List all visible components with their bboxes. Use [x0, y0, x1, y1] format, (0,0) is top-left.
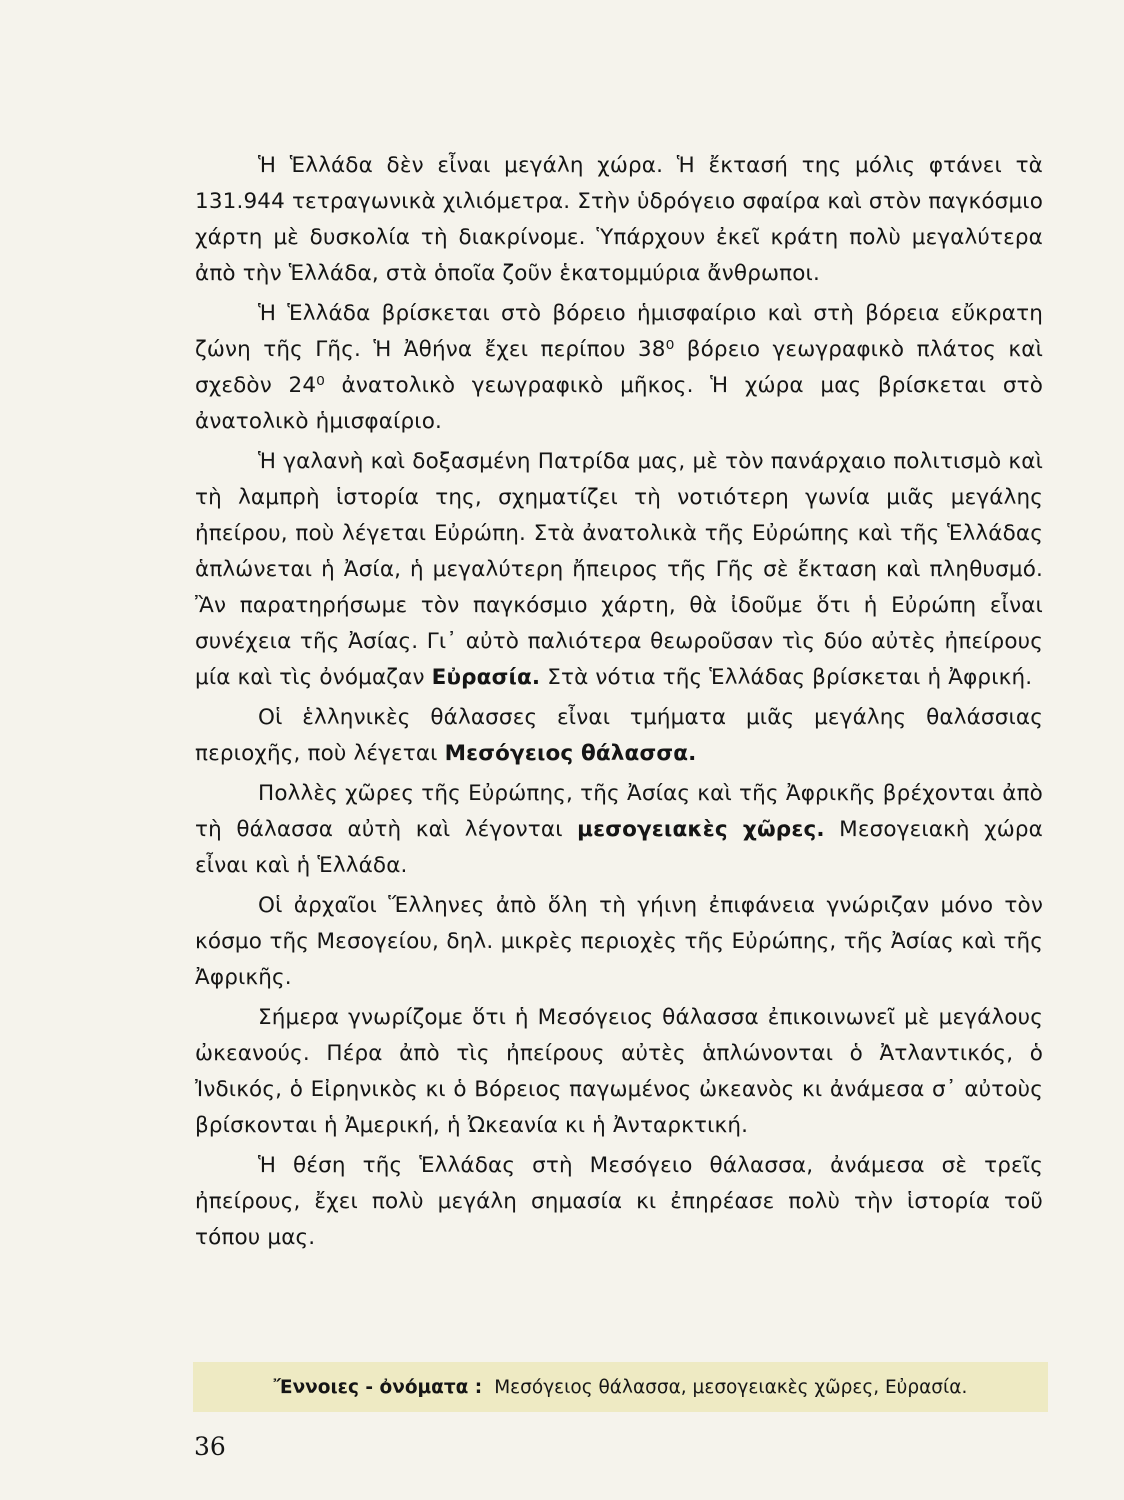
- bold-term: Μεσόγειος θάλασσα.: [444, 741, 697, 766]
- paragraph: [195, 888, 1043, 996]
- text-segment: Σήμερα γνωρίζομε ὅτι ἡ Μεσόγειος θάλασσα ἐπικοινωνεῖ μὲ μεγάλους ὠκεανούς. Πέρα ἀπὸ τὶς ἠπείρους αὐτὲς ἁπλώνονται ὁ Ἀτλαντικός, ὁ Ἰνδικός, ὁ Εἰρηνικὸς κι ὁ Βόρειος παγωμένος ὠκεανὸς κι ἀνάμεσα σ᾿ αὐτοὺς βρίσκονται ἡ Ἀμερική, ἡ Ὠκεανία κι ἡ Ἀνταρκτική.: [195, 1005, 1043, 1138]
- text-segment: Ἡ θέση τῆς Ἑλλάδας στὴ Μεσόγειο θάλασσα, ἀνάμεσα σὲ τρεῖς ἠπείρους, ἔχει πολὺ μεγάλη σημασία κι ἐπηρέασε πολὺ τὴν ἱστορία τοῦ τόπου μας.: [195, 1153, 1043, 1250]
- text-segment: Οἱ ἀρχαῖοι Ἕλληνες ἀπὸ ὅλη τὴ γήινη ἐπιφάνεια γνώριζαν μόνο τὸν κόσμο τῆς Μεσογείου, δηλ. μικρὲς περιοχὲς τῆς Εὐρώπης, τῆς Ἀσίας καὶ τῆς Ἀφρικῆς.: [195, 893, 1043, 990]
- text-segment: Ἡ Ἑλλάδα δὲν εἶναι μεγάλη χώρα. Ἡ ἔκτασή της μόλις φτάνει τὰ 131.944 τετραγωνικὰ χιλιόμετρα. Στὴν ὑδρόγειο σφαίρα καὶ στὸν παγκόσμιο χάρτη μὲ δυσκολία τὴ διακρίνομε. Ὑπάρχουν ἐκεῖ κράτη πολὺ μεγαλύτερα ἀπὸ τὴν Ἑλλάδα, στὰ ὁποῖα ζοῦν ἑκατομμύρια ἄνθρωποι.: [195, 153, 1043, 286]
- text-segment: Ἡ γαλανὴ καὶ δοξασμένη Πατρίδα μας, μὲ τὸν πανάρχαιο πολιτισμὸ καὶ τὴ λαμπρὴ ἱστορία της, σχηματίζει τὴ νοτιότερη γωνία μιᾶς μεγάλης ἠπείρου, ποὺ λέγεται Εὐρώπη. Στὰ ἀνατολικὰ τῆς Εὐρώπης καὶ τῆς Ἑλλάδας ἁπλώνεται ἡ Ἀσία, ἡ μεγαλύτερη ἤπειρος τῆς Γῆς σὲ ἔκταση καὶ πληθυσμό. Ἂν παρατηρήσωμε τὸν παγκόσμιο χάρτη, θὰ ἰδοῦμε ὅτι ἡ Εὐρώπη εἶναι συνέχεια τῆς Ἀσίας. Γι᾿ αὐτὸ παλιότερα θεωροῦσαν τὶς δύο αὐτὲς ἠπείρους μία καὶ τὶς ὀνόμαζαν: [195, 449, 1043, 690]
- paragraph: [195, 1000, 1043, 1144]
- main-text: [195, 148, 1043, 1260]
- bold-term: Εὐρασία.: [431, 665, 541, 690]
- paragraph: [195, 444, 1043, 696]
- text-segment: Οἱ ἑλληνικὲς θάλασσες εἶναι τμήματα μιᾶς μεγάλης θαλάσσιας περιοχῆς, ποὺ λέγεται: [195, 705, 1043, 766]
- concepts-box: [193, 1362, 1048, 1412]
- text-segment: Ἡ Ἑλλάδα βρίσκεται στὸ βόρειο ἡμισφαίριο καὶ στὴ βόρεια εὔκρατη ζώνη τῆς Γῆς. Ἡ Ἀθήνα ἔχει περίπου 38⁰ βόρειο γεωγραφικὸ πλάτος καὶ σχεδὸν 24⁰ ἀνατολικὸ γεωγραφικὸ μῆκος. Ἡ χώρα μας βρίσκεται στὸ ἀνατολικὸ ἡμισφαίριο.: [195, 301, 1043, 434]
- paragraph: [195, 1148, 1043, 1256]
- paragraph: [195, 776, 1043, 884]
- concepts-terms: Μεσόγειος θάλασσα, μεσογειακὲς χῶρες, Εὐρασία.: [494, 1376, 968, 1398]
- text-segment: Στὰ νότια τῆς Ἑλλάδας βρίσκεται ἡ Ἀφρική.: [540, 665, 1033, 690]
- text-segment: Πολλὲς χῶρες τῆς Εὐρώπης, τῆς Ἀσίας καὶ τῆς Ἀφρικῆς βρέχονται ἀπὸ τὴ θάλασσα αὐτὴ καὶ λέγονται: [195, 781, 1043, 842]
- paragraph: [195, 148, 1043, 292]
- paragraph: [195, 700, 1043, 772]
- text-segment: Μεσογειακὴ χώρα εἶναι καὶ ἡ Ἑλλάδα.: [195, 817, 1044, 878]
- concepts-label: Ἔννοιες - ὀνόματα :: [273, 1376, 483, 1398]
- page-number: 36: [194, 1432, 226, 1461]
- bold-term: μεσογειακὲς χῶρες.: [577, 817, 825, 842]
- paragraph: [195, 296, 1043, 440]
